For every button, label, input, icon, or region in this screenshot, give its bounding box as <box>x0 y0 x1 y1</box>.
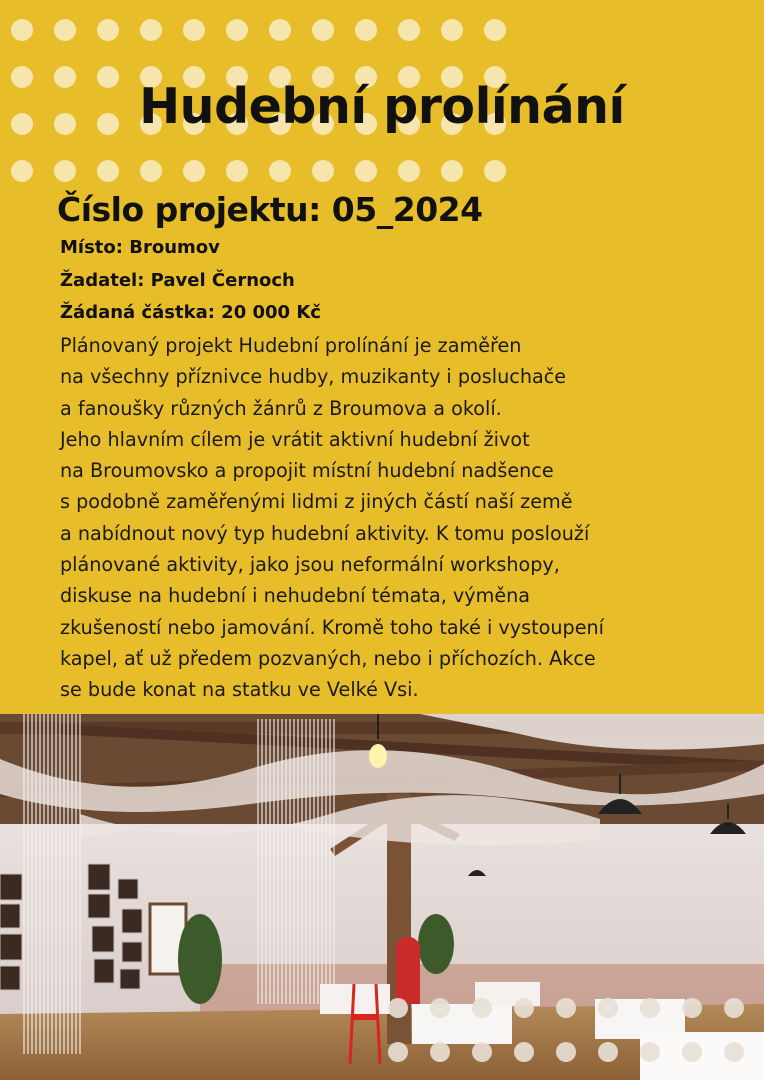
decorative-dot <box>183 160 205 182</box>
decorative-dot <box>97 19 119 41</box>
decorative-dot <box>54 160 76 182</box>
decorative-dot <box>441 160 463 182</box>
decorative-dot <box>11 19 33 41</box>
decorative-dot <box>269 19 291 41</box>
decorative-dot <box>183 19 205 41</box>
description-line: diskuse na hudební i nehudební témata, výměna <box>60 584 531 608</box>
amount-field: Žádaná částka: 20 000 Kč <box>60 302 321 323</box>
venue-photo <box>0 714 764 1080</box>
decorative-dot <box>11 160 33 182</box>
description-line: se bude konat na statku ve Velké Vsi. <box>60 678 419 702</box>
decorative-dot <box>312 160 334 182</box>
decorative-dot <box>97 160 119 182</box>
project-description <box>60 330 750 706</box>
description-line: na všechny příznivce hudby, muzikanty i posluchače <box>60 365 567 389</box>
decorative-dot <box>54 19 76 41</box>
decorative-dot <box>269 160 291 182</box>
description-line: na Broumovsko a propojit místní hudební nadšence <box>60 459 554 483</box>
project-number: Číslo projektu: 05_2024 <box>57 190 483 229</box>
description-line: a fanoušky různých žánrů z Broumova a okolí. <box>60 396 502 420</box>
description-line: a nabídnout nový typ hudební aktivity. K tomu poslouží <box>60 521 590 545</box>
decorative-dot <box>226 160 248 182</box>
decorative-dot <box>484 19 506 41</box>
decorative-dot <box>140 19 162 41</box>
decorative-dot <box>226 19 248 41</box>
decorative-dot <box>398 160 420 182</box>
decorative-dot <box>441 19 463 41</box>
decorative-dot <box>355 19 377 41</box>
place-field: Místo: Broumov <box>60 237 220 258</box>
description-line: kapel, ať už předem pozvaných, nebo i příchozích. Akce <box>60 646 596 670</box>
decorative-dot <box>484 160 506 182</box>
decorative-dot <box>140 160 162 182</box>
description-line: zkušeností nebo jamování. Kromě toho také i vystoupení <box>60 615 605 639</box>
description-line: plánované aktivity, jako jsou neformální workshopy, <box>60 553 560 577</box>
applicant-field: Žadatel: Pavel Černoch <box>60 270 295 291</box>
decorative-dot <box>398 19 420 41</box>
decorative-dot <box>355 160 377 182</box>
page-title: Hudební prolínání <box>139 78 625 135</box>
decorative-dot <box>312 19 334 41</box>
description-line: Jeho hlavním cílem je vrátit aktivní hudební život <box>60 427 530 451</box>
description-line: s podobně zaměřenými lidmi z jiných částí naší země <box>60 490 573 514</box>
description-line: Plánovaný projekt Hudební prolínání je zaměřen <box>60 334 522 357</box>
